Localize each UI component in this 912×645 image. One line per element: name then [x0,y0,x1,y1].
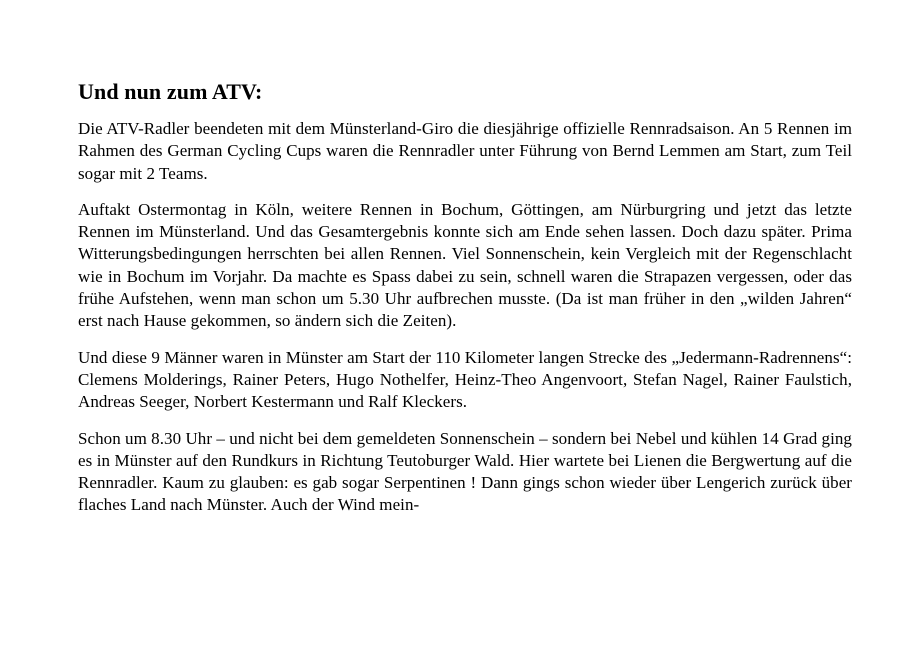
paragraph: Auftakt Ostermontag in Köln, weitere Rennen in Bochum, Göttingen, am Nürburgring und jetzt das letzte Rennen im Münsterland. Und das Gesamtergebnis konnte sich am Ende sehen lassen. Doch dazu später. Prima Witterungsbedingungen herrschten bei allen Rennen. Viel Sonnenschein, kein Vergleich mit der Regenschlacht wie in Bochum im Vorjahr. Da machte es Spass dabei zu sein, schnell waren die Strapazen vergessen, oder das frühe Aufstehen, wenn man schon um 5.30 Uhr aufbrechen musste. (Da ist man früher in den „wilden Jahren“ erst nach Hause gekommen, so ändern sich die Zeiten). [78,199,852,331]
paragraph: Und diese 9 Männer waren in Münster am Start der 110 Kilometer langen Strecke des „Jedermann-Radrennens“: Clemens Molderings, Rainer Peters, Hugo Nothelfer, Heinz-Theo Angenvoort, Stefan Nagel, Rainer Faulstich, Andreas Seeger, Norbert Kestermann und Ralf Kleckers. [78,347,852,412]
paragraph: Die ATV-Radler beendeten mit dem Münsterland-Giro die diesjährige offizielle Rennradsaison. An 5 Rennen im Rahmen des German Cycling Cups waren die Rennradler unter Führung von Bernd Lemmen am Start, zum Teil sogar mit 2 Teams. [78,119,852,183]
document-body [78,118,852,531]
paragraph: Schon um 8.30 Uhr – und nicht bei dem gemeldeten Sonnenschein – sondern bei Nebel und kühlen 14 Grad ging es in Münster auf den Rundkurs in Richtung Teutoburger Wald. Hier wartete bei Lienen die Bergwertung auf die Rennradler. Kaum zu glauben: es gab sogar Serpentinen ! Dann gings schon wieder über Lengerich zurück über flaches Land nach Münster. Auch der Wind mein- [78,428,852,515]
document-heading: Und nun zum ATV: [78,79,263,104]
